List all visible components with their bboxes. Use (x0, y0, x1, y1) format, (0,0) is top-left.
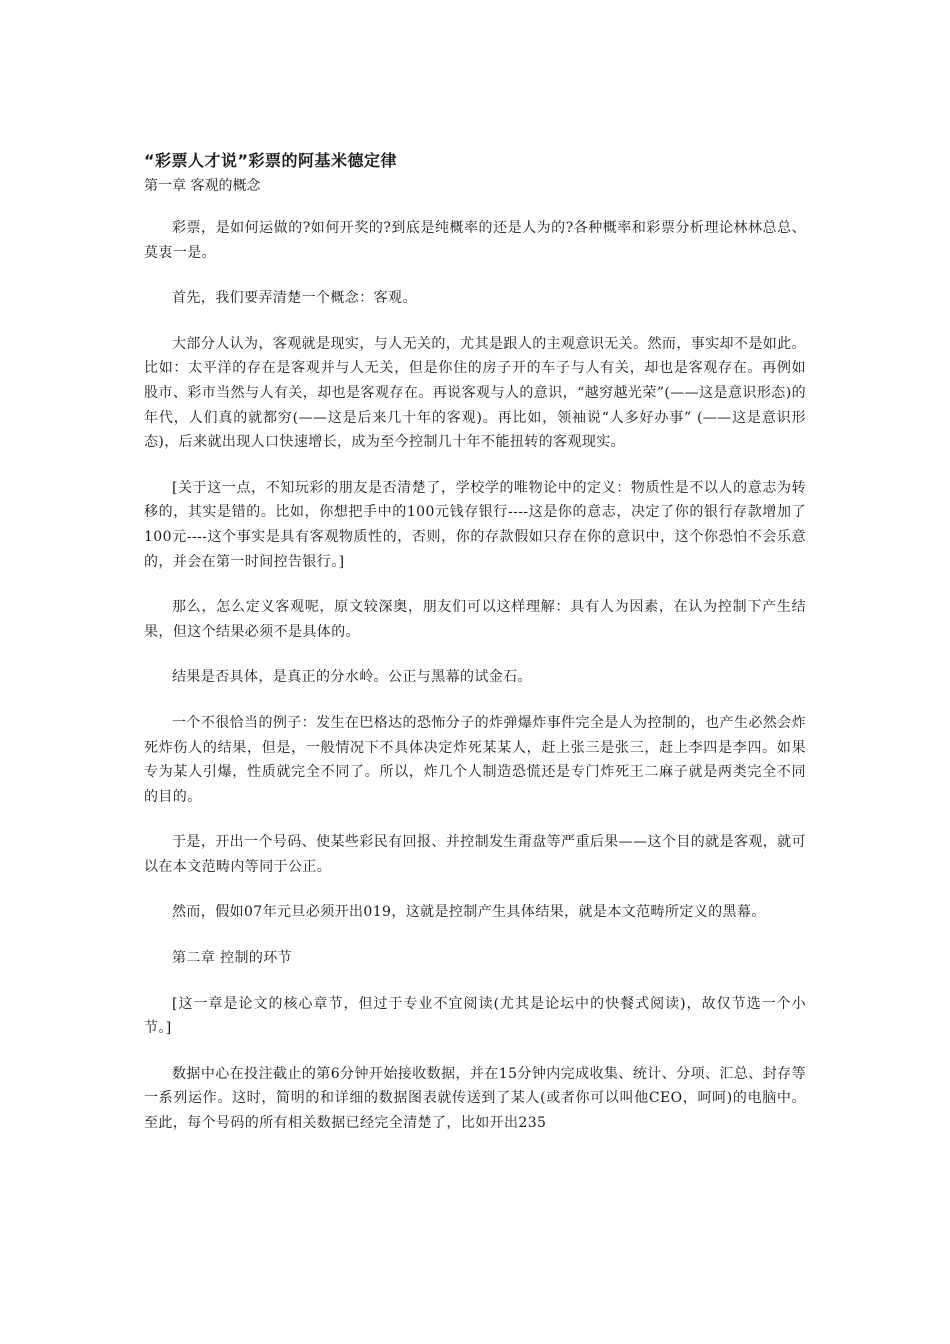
chapter-1-heading: 第一章 客观的概念 (144, 178, 261, 194)
paragraph: [这一章是论文的核心章节，但过于专业不宜阅读(尤其是论坛中的快餐式阅读)，故仅节选一个小节。] (144, 995, 806, 1037)
paragraph: 一个不很恰当的例子：发生在巴格达的恐怖分子的炸弹爆炸事件完全是人为控制的，也产生必然会炸死炸伤人的结果，但是，一般情况下不具体决定炸死某某人，赶上张三是张三，赶上李四是李四。如果专为某人引爆，性质就完全不同了。所以，炸几个人制造恐慌还是专门炸死王二麻子就是两类完全不同的目的。 (144, 714, 806, 805)
paragraph: 然而，假如07年元旦必须开出019，这就是控制产生具体结果，就是本文范畴所定义的黑幕。 (172, 904, 766, 921)
chapter-2-heading: 第二章 控制的环节 (172, 950, 293, 967)
paragraph: 于是，开出一个号码、使某些彩民有回报、并控制发生甭盘等严重后果——这个目的就是客观，就可以在本文范畴内等同于公正。 (144, 834, 806, 875)
paragraph: 那么，怎么定义客观呢，原文较深奥，朋友们可以这样理解：具有人为因素，在认为控制下产生结果，但这个结果必须不是具体的。 (144, 599, 806, 640)
paragraph: 大部分人认为，客观就是现实，与人无关的，尤其是跟人的主观意识无关。然而，事实却不是如此。比如：太平洋的存在是客观并与人无关，但是你住的房子开的车子与人有关，却也是客观存在。再例如股市、彩市当然与人有关，却也是客观存在。再说客观与人的意识，“越穷越光荣”(——这是意识形态)的年代，人们真的就都穷(——这是后来几十年的客观)。再比如，领袖说“人多好办事” (——这是意识形态)，后来就出现人口快速增长，成为至今控制几十年不能扭转的客观现实。 (144, 335, 806, 451)
document-page (144, 150, 806, 1136)
document-title: “彩票人才说”彩票的阿基米德定律 (144, 151, 398, 170)
paragraph: 彩票，是如何运做的?如何开奖的?到底是纯概率的还是人为的?各种概率和彩票分析理论林林总总、莫衷一是。 (144, 220, 806, 261)
paragraph: 首先，我们要弄清楚一个概念：客观。 (172, 290, 417, 307)
paragraph: [关于这一点，不知玩彩的朋友是否清楚了，学校学的唯物论中的定义：物质性是不以人的意志为转移的，其实是错的。比如，你想把手中的100元钱存银行----这是你的意志，决定了你的银行存款增加了100元----这个事实是具有客观物质性的，否则，你的存款假如只存在你的意识中，这个你恐怕不会乐意的，并会在第一时间控告银行。] (144, 479, 806, 570)
paragraph: 结果是否具体，是真正的分水岭。公正与黑幕的试金石。 (172, 669, 532, 686)
paragraph: 数据中心在投注截止的第6分钟开始接收数据，并在15分钟内完成收集、统计、分项、汇总、封存等一系列运作。这时，简明的和详细的数据图表就传送到了某人(或者你可以叫他CEO，呵呵)的电脑中。至此，每个号码的所有相关数据已经完全清楚了，比如开出235 (144, 1065, 806, 1132)
